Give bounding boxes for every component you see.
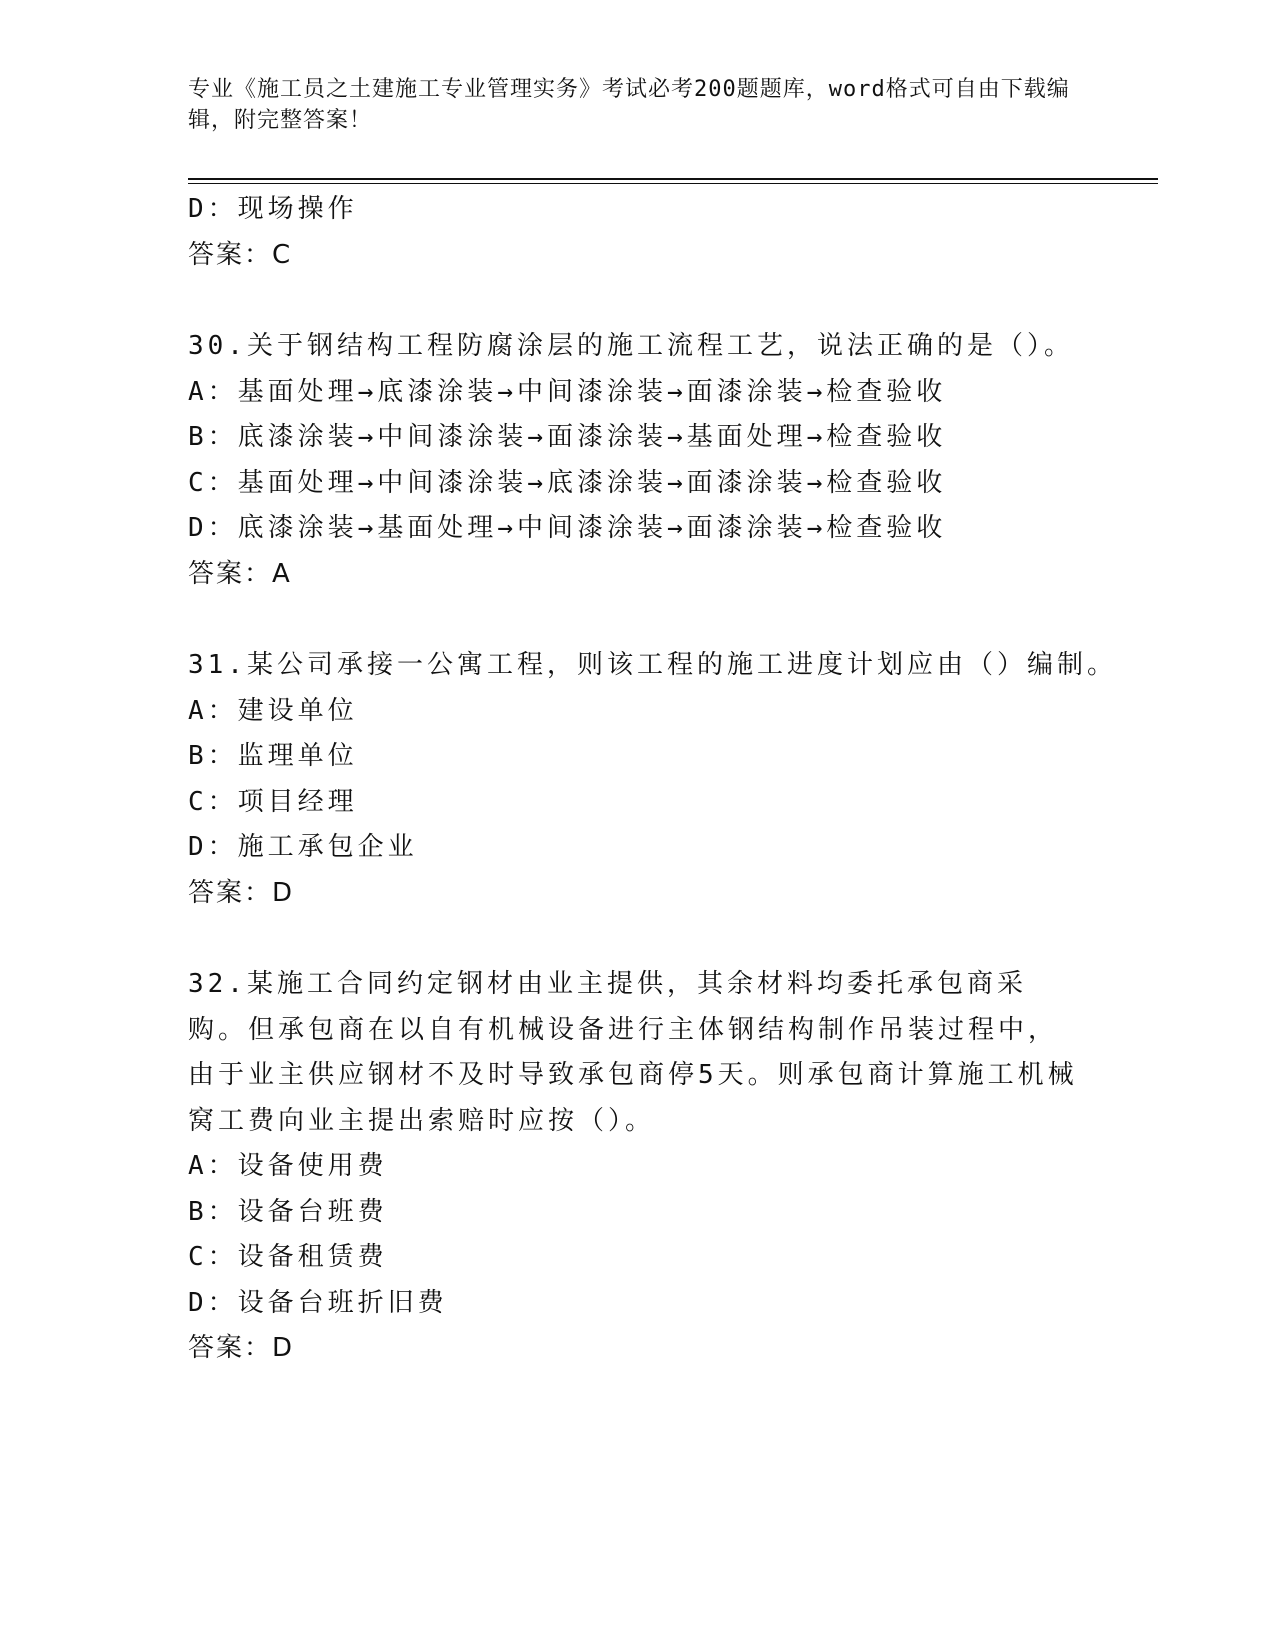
option-c: C：项目经理	[188, 786, 358, 817]
option-a: A：建设单位	[188, 695, 358, 726]
option-b: B：底漆涂装→中间漆涂装→面漆涂装→基面处理→检查验收	[188, 422, 947, 452]
previous-question-option-d: D：现场操作	[188, 194, 358, 224]
question-30	[188, 324, 1088, 597]
option-d: D：施工承包企业	[188, 832, 418, 862]
question-answer: 答案：D	[188, 877, 295, 908]
option-d: D：底漆涂装→基面处理→中间漆涂装→面漆涂装→检查验收	[188, 513, 947, 543]
spacer	[188, 597, 1088, 643]
question-answer: 答案：A	[188, 558, 292, 589]
question-content	[188, 187, 1117, 1372]
question-answer: 答案：D	[188, 1333, 295, 1363]
header-divider-thin	[188, 183, 1158, 184]
question-stem: 30.关于钢结构工程防腐涂层的施工流程工艺，说法正确的是（）。	[188, 331, 1074, 361]
document-header	[188, 74, 1088, 136]
header-divider-thick	[188, 178, 1158, 180]
option-c: C：设备租赁费	[188, 1242, 388, 1272]
option-a: A：基面处理→底漆涂装→中间漆涂装→面漆涂装→检查验收	[188, 376, 947, 407]
question-stem: 31.某公司承接一公寓工程，则该工程的施工进度计划应由（）编制。	[188, 650, 1117, 680]
option-a: A：设备使用费	[188, 1151, 388, 1181]
option-c: C：基面处理→中间漆涂装→底漆涂装→面漆涂装→检查验收	[188, 467, 947, 498]
spacer	[188, 278, 1088, 324]
question-stem: 32.某施工合同约定钢材由业主提供，其余材料均委托承包商采购。但承包商在以自有机械设备进行主体钢结构制作吊装过程中，由于业主供应钢材不及时导致承包商停5天。则承包商计算施工机械窝工费向业主提出索赔时应按（）。	[188, 969, 1078, 1136]
option-b: B：监理单位	[188, 741, 358, 771]
spacer	[188, 916, 1088, 962]
previous-question-answer: 答案：C	[188, 239, 293, 270]
question-31	[188, 643, 1117, 916]
question-32	[188, 962, 1088, 1372]
option-d: D：设备台班折旧费	[188, 1287, 448, 1318]
header-title: 专业《施工员之土建施工专业管理实务》考试必考200题题库，word格式可自由下载编辑，附完整答案！	[188, 77, 1070, 133]
option-b: B：设备台班费	[188, 1196, 388, 1227]
